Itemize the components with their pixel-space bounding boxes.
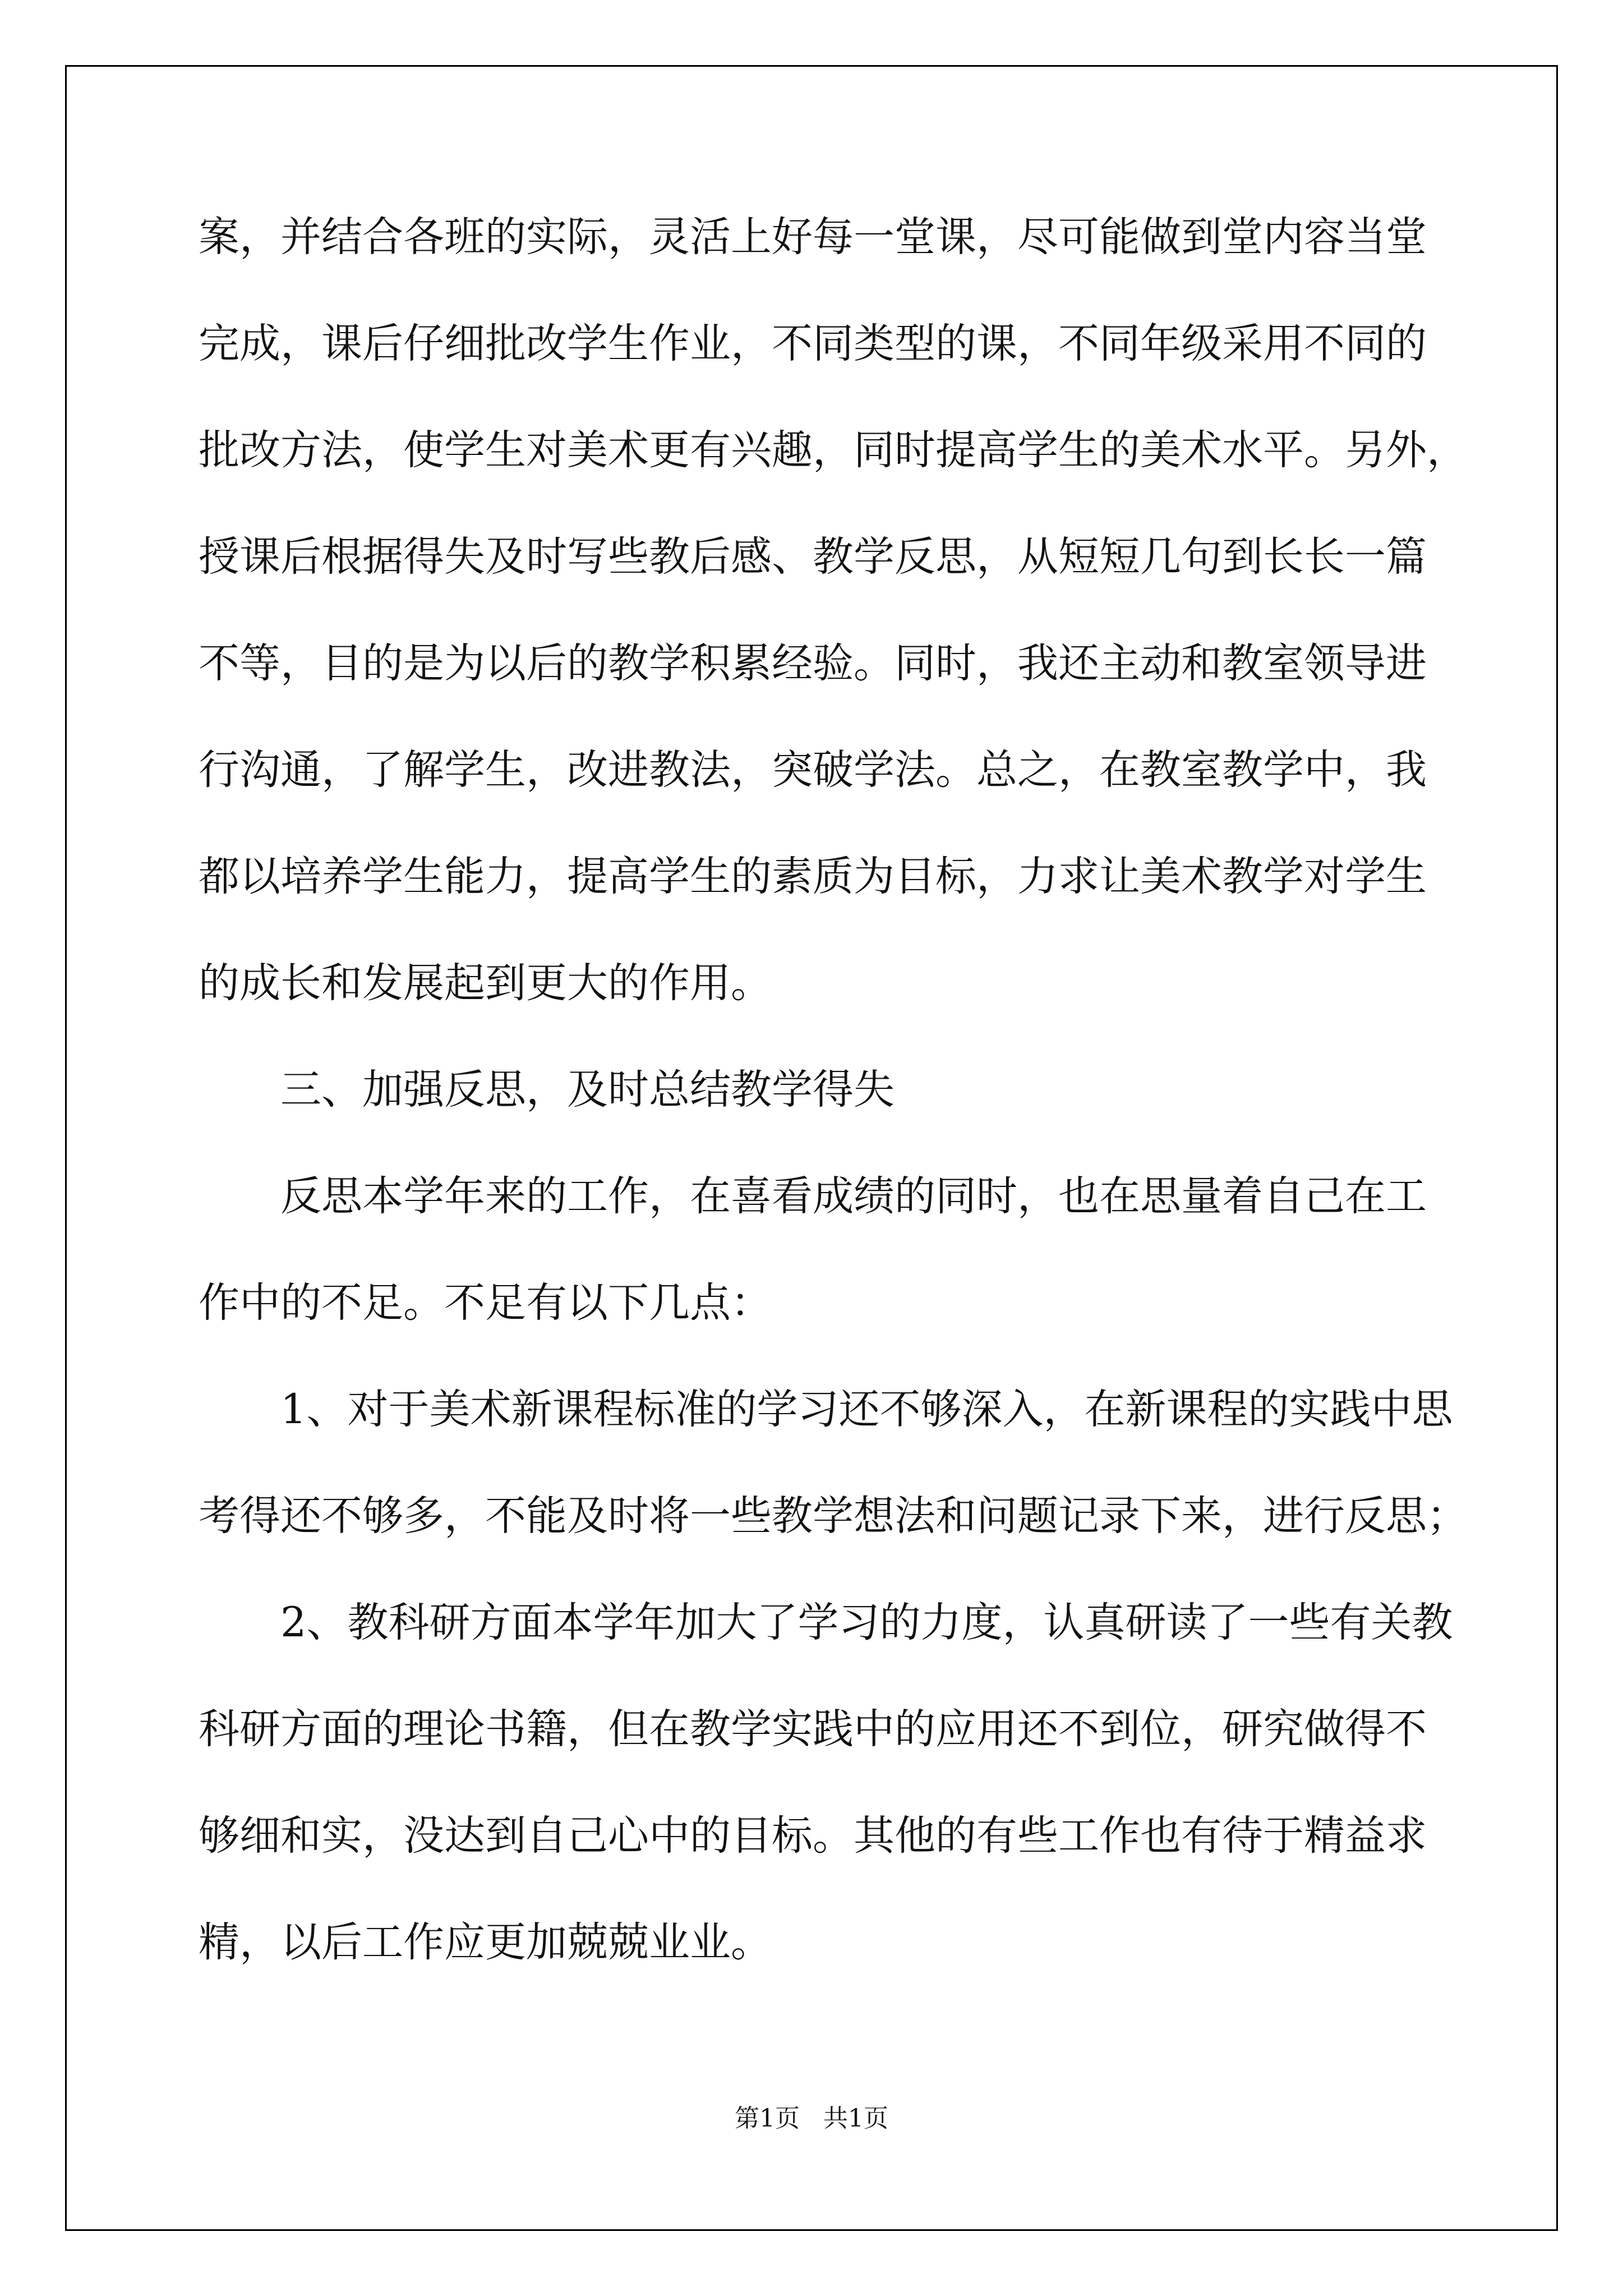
- page-footer: [0, 2098, 1623, 2134]
- text-line: 2、教科研方面本学年加大了学习的力度，认真研读了一些有关教: [280, 1599, 1453, 1646]
- text-line: 反思本学年来的工作，在喜看成绩的同时，也在思量着自己在工: [280, 1172, 1427, 1220]
- text-line: 的成长和发展起到更大的作用。: [199, 959, 772, 1007]
- text-line: 都以培养学生能力，提高学生的素质为目标，力求让美术教学对学生: [199, 853, 1427, 900]
- text-line: 1、对于美术新课程标准的学习还不够深入，在新课程的实践中思: [280, 1386, 1453, 1433]
- text-line: 精，以后工作应更加兢兢业业。: [199, 1918, 772, 1966]
- text-line: 不等，目的是为以后的教学积累经验。同时，我还主动和教室领导进: [199, 639, 1427, 687]
- section-heading: 三、加强反思，及时总结教学得失: [280, 1066, 895, 1114]
- text-line: 够细和实，没达到自己心中的目标。其他的有些工作也有待于精益求: [199, 1812, 1427, 1860]
- text-line: 作中的不足。不足有以下几点：: [199, 1279, 772, 1327]
- text-line: 授课后根据得失及时写些教后感、教学反思，从短短几句到长长一篇: [199, 533, 1427, 581]
- text-line: 科研方面的理论书籍，但在教学实践中的应用还不到位，研究做得不: [199, 1705, 1427, 1753]
- text-line: 考得还不够多，不能及时将一些教学想法和问题记录下来，进行反思；: [199, 1492, 1468, 1540]
- text-line: 批改方法，使学生对美术更有兴趣，同时提高学生的美术水平。另外，: [199, 426, 1468, 474]
- text-line: 案，并结合各班的实际，灵活上好每一堂课，尽可能做到堂内容当堂: [199, 213, 1427, 261]
- text-line: 行沟通，了解学生，改进教法，突破学法。总之，在教室教学中，我: [199, 746, 1427, 794]
- text-line: 完成，课后仔细批改学生作业，不同类型的课，不同年级采用不同的: [199, 320, 1427, 367]
- page-number: 第1页 共1页: [735, 2104, 888, 2133]
- page-border: [65, 65, 1558, 2231]
